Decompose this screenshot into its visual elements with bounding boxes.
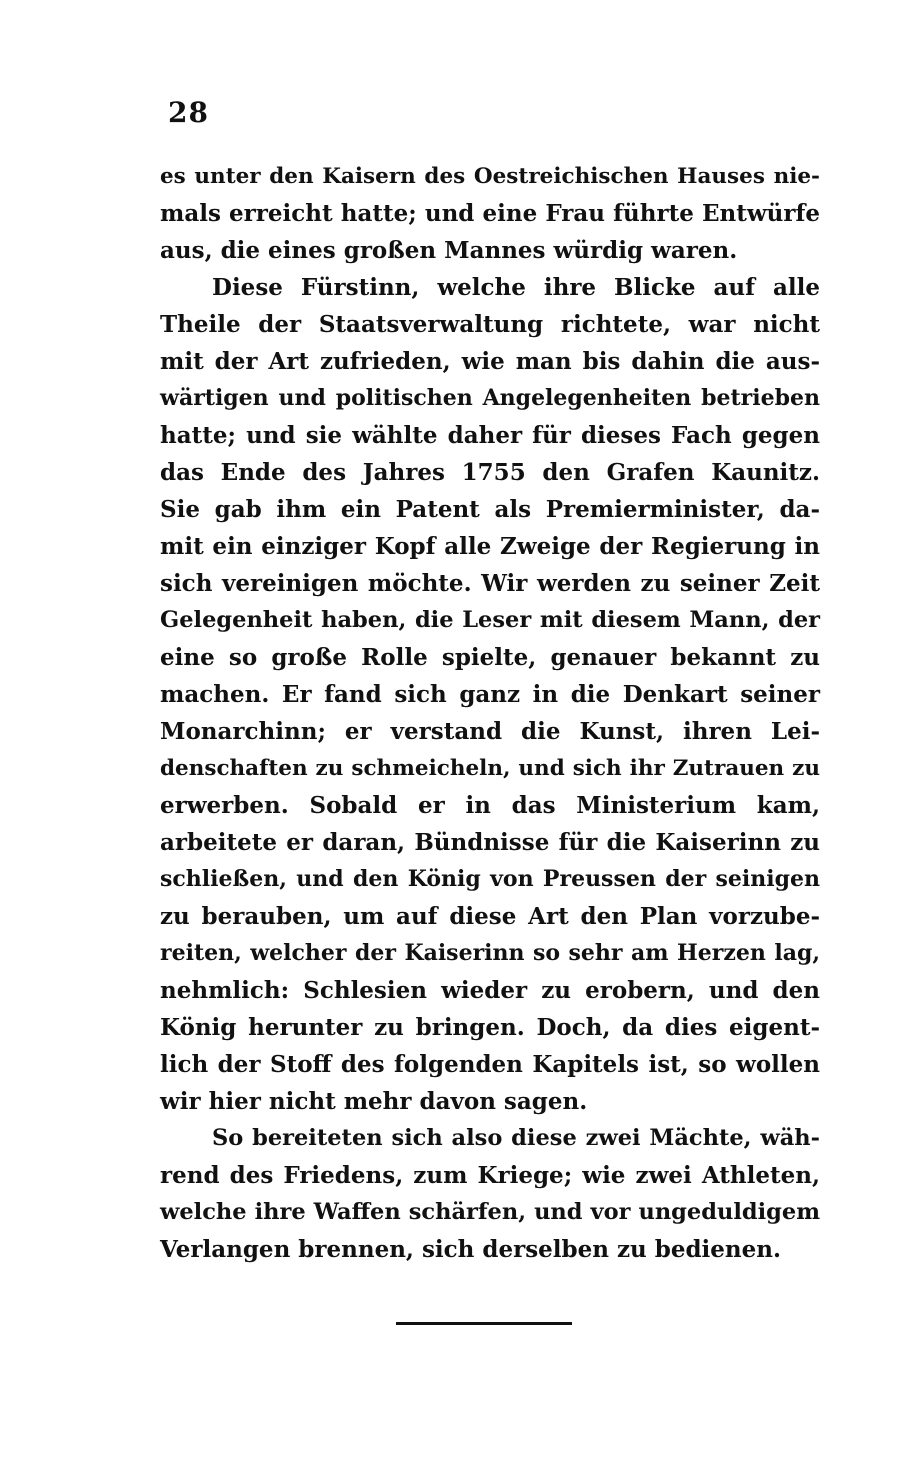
text-line: Sie gab ihm ein Patent als Premierminister, da-	[160, 496, 820, 523]
text-line: erwerben. Sobald er in das Ministerium kam,	[160, 792, 820, 819]
end-rule	[396, 1322, 572, 1325]
text-line: So bereiteten sich also diese zwei Mächte, wäh-	[212, 1125, 820, 1151]
text-line: zu berauben, um auf diese Art den Plan vorzube-	[160, 903, 820, 930]
text-line: machen. Er fand sich ganz in die Denkart seiner	[160, 681, 820, 708]
text-line: Theile der Staatsverwaltung richtete, war nicht	[160, 311, 820, 338]
text-line: Diese Fürstinn, welche ihre Blicke auf alle	[212, 274, 820, 301]
text-line: sich vereinigen möchte. Wir werden zu seiner Zeit	[160, 570, 820, 597]
text-line: lich der Stoff des folgenden Kapitels ist, so wollen	[160, 1051, 820, 1078]
text-line: wärtigen und politischen Angelegenheiten betrieben	[160, 385, 820, 411]
text-line: Verlangen brennen, sich derselben zu bedienen.	[160, 1236, 781, 1263]
text-line: nehmlich: Schlesien wieder zu erobern, und den	[160, 977, 820, 1004]
text-line: mit der Art zufrieden, wie man bis dahin die aus-	[160, 348, 820, 375]
text-line: es unter den Kaisern des Oestreichischen Hauses nie-	[160, 164, 820, 189]
text-line: Gelegenheit haben, die Leser mit diesem Mann, der	[160, 607, 820, 633]
text-line: mals erreicht hatte; und eine Frau führte Entwürfe	[160, 200, 820, 227]
text-line: arbeitete er daran, Bündnisse für die Kaiserinn zu	[160, 829, 820, 856]
body-text	[160, 158, 820, 1268]
text-line: hatte; und sie wählte daher für dieses Fach gegen	[160, 422, 820, 449]
text-line: aus, die eines großen Mannes würdig waren.	[160, 237, 738, 264]
text-line: König herunter zu bringen. Doch, da dies eigent-	[160, 1014, 820, 1041]
text-line: denschaften zu schmeicheln, und sich ihr Zutrauen zu	[160, 756, 820, 781]
page-number: 28	[168, 96, 209, 129]
text-line: eine so große Rolle spielte, genauer bekannt zu	[160, 644, 820, 671]
text-line: rend des Friedens, zum Kriege; wie zwei Athleten,	[160, 1162, 820, 1189]
text-line: das Ende des Jahres 1755 den Grafen Kaunitz.	[160, 459, 820, 486]
text-line: welche ihre Waffen schärfen, und vor ungeduldigem	[160, 1199, 820, 1225]
text-line: Monarchinn; er verstand die Kunst, ihren Lei-	[160, 718, 820, 745]
text-line: reiten, welcher der Kaiserinn so sehr am Herzen lag,	[160, 940, 820, 966]
text-line: wir hier nicht mehr davon sagen.	[160, 1088, 588, 1115]
text-line: mit ein einziger Kopf alle Zweige der Regierung in	[160, 533, 820, 560]
text-line: schließen, und den König von Preussen der seinigen	[160, 866, 820, 892]
